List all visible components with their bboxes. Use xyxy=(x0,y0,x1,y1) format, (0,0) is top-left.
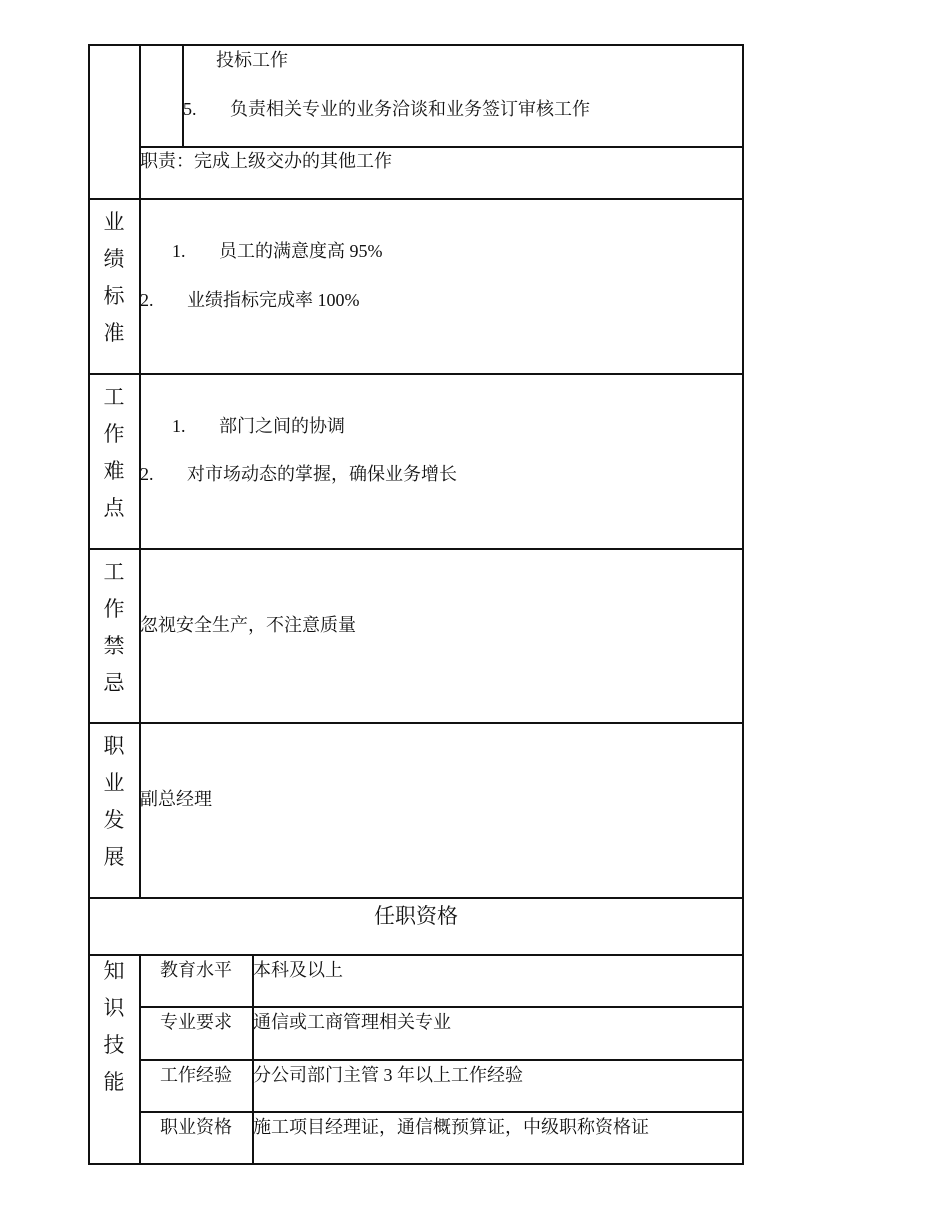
other-duty: 职责：完成上级交办的其他工作 xyxy=(140,151,392,171)
qualification-title: 任职资格 xyxy=(374,904,458,928)
difficulties-label: 工 作 难 点 xyxy=(103,385,125,520)
duty-item-4-tail: 投标工作 xyxy=(216,50,288,70)
career-label: 职 业 发 展 xyxy=(103,734,125,869)
qualification-row-label: 工作经验 xyxy=(160,1065,232,1085)
performance-item-2-number: 2. xyxy=(140,290,154,310)
performance-item-1-text: 员工的满意度高 95% xyxy=(219,241,383,261)
performance-item-2-text: 业绩指标完成率 100% xyxy=(187,290,360,310)
career-text: 副总经理 xyxy=(140,789,212,809)
difficulty-item-2-number: 2. xyxy=(140,464,154,484)
taboos-text: 忽视安全生产，不注意质量 xyxy=(140,615,356,635)
qualification-row-label: 职业资格 xyxy=(160,1117,232,1137)
qualification-row-label: 专业要求 xyxy=(160,1012,232,1032)
difficulty-item-2-text: 对市场动态的掌握，确保业务增长 xyxy=(187,464,457,484)
taboos-label: 工 作 禁 忌 xyxy=(103,560,125,695)
difficulty-item-1-text: 部门之间的协调 xyxy=(219,416,345,436)
qualification-row-value: 施工项目经理证，通信概预算证，中级职称资格证 xyxy=(253,1117,649,1137)
duty-item-5-number: 5. xyxy=(183,99,197,119)
qualification-row-label: 教育水平 xyxy=(160,960,232,980)
duty-item-5-text: 负责相关专业的业务洽谈和业务签订审核工作 xyxy=(230,99,590,119)
qualification-row-value: 通信或工商管理相关专业 xyxy=(253,1012,451,1032)
qualification-row-value: 本科及以上 xyxy=(253,960,343,980)
difficulty-item-1-number: 1. xyxy=(172,416,186,436)
knowledge-skills-label: 知 识 技 能 xyxy=(103,959,125,1094)
qualification-row-value: 分公司部门主管 3 年以上工作经验 xyxy=(253,1065,523,1085)
performance-item-1-number: 1. xyxy=(172,241,186,261)
performance-label: 业 绩 标 准 xyxy=(103,210,125,345)
